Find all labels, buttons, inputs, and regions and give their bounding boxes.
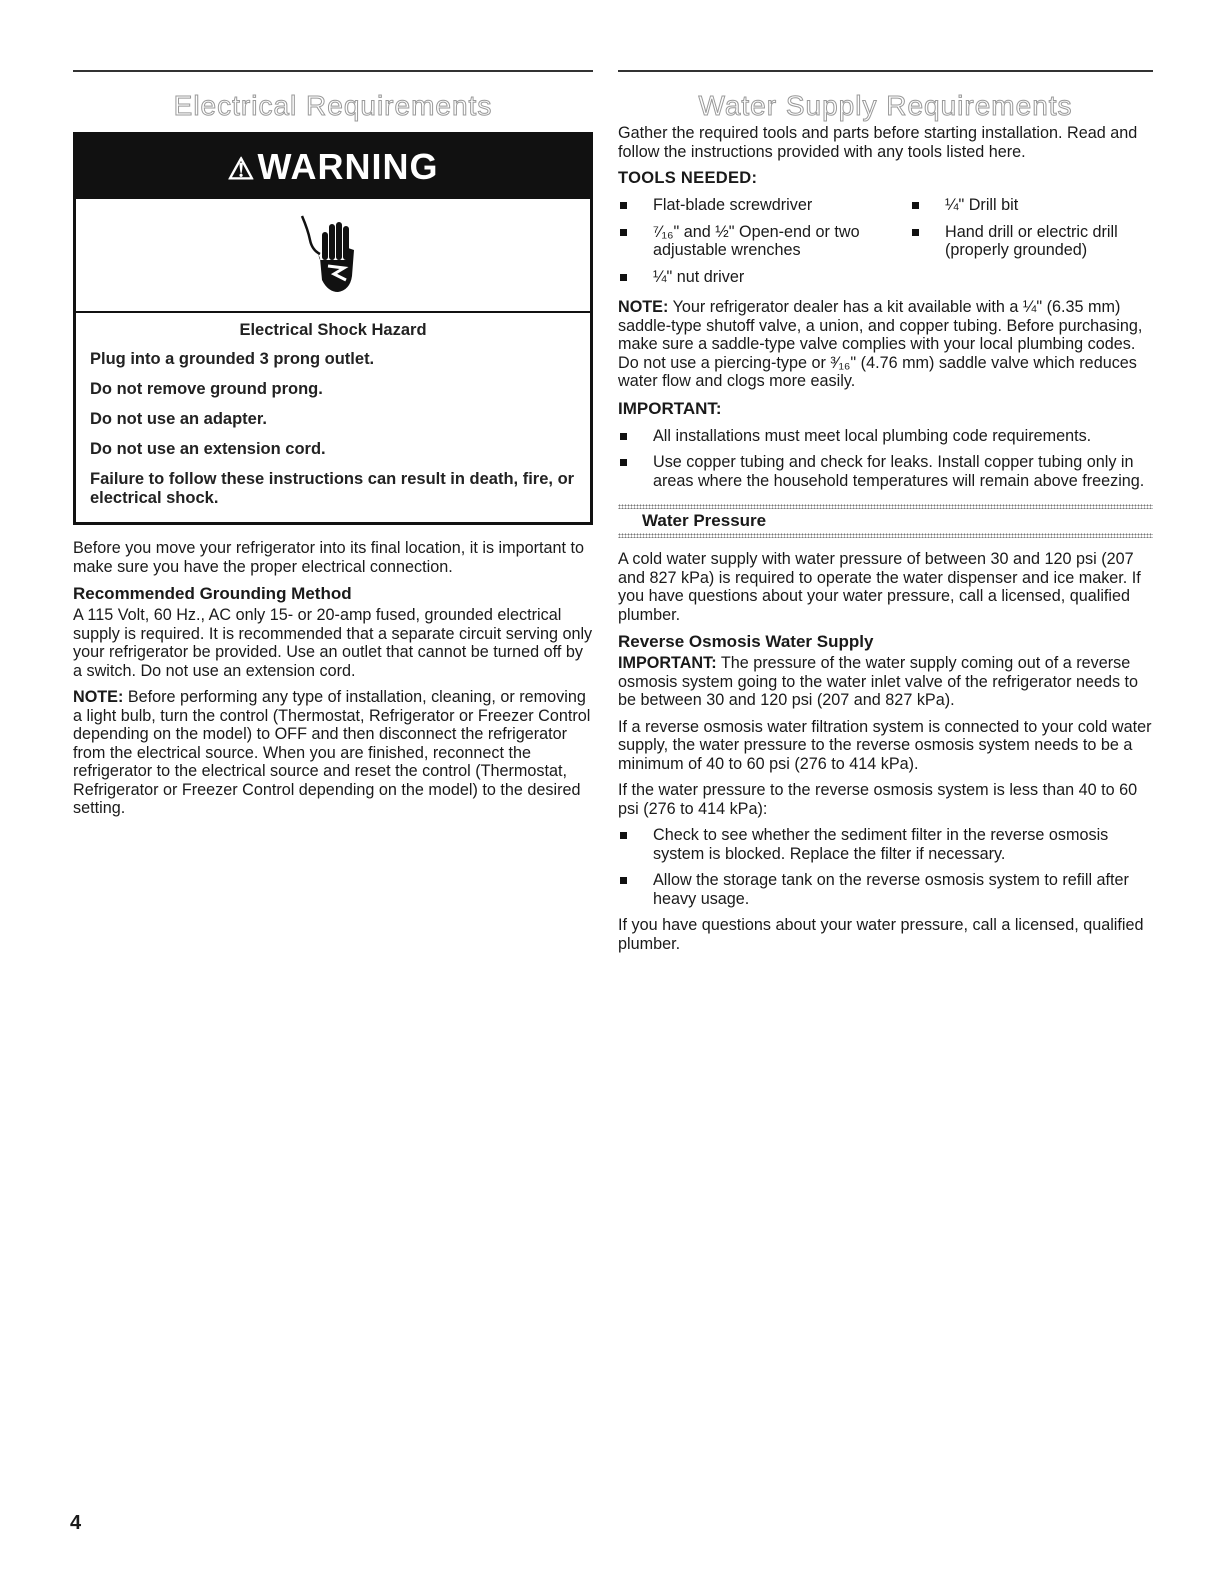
dotted-divider xyxy=(618,504,1153,509)
warning-line: Do not use an extension cord. xyxy=(90,440,326,458)
note-label: NOTE: xyxy=(618,298,669,316)
warning-header xyxy=(76,135,590,199)
bullet-icon xyxy=(912,202,919,209)
list-item xyxy=(618,871,1153,908)
list-item xyxy=(618,268,910,287)
water-pressure-heading: Water Pressure xyxy=(642,511,767,530)
electrical-note xyxy=(73,688,593,818)
ro-list xyxy=(618,826,1153,908)
water-section-title: Water Supply Requirements xyxy=(698,90,1073,121)
bullet-icon xyxy=(620,459,627,466)
hazard-title: Electrical Shock Hazard xyxy=(239,321,427,339)
warning-box xyxy=(73,132,593,525)
section-rule xyxy=(73,70,593,72)
bullet-icon xyxy=(620,202,627,209)
electrical-requirements-column xyxy=(73,70,593,826)
list-item xyxy=(618,223,910,260)
tools-list xyxy=(618,196,1153,286)
ro-important xyxy=(618,654,1153,710)
warning-body xyxy=(76,313,590,522)
warning-line: Do not remove ground prong. xyxy=(90,380,323,398)
important-list xyxy=(618,427,1153,491)
warning-line: Do not use an adapter. xyxy=(90,410,267,428)
list-item xyxy=(618,427,1153,446)
water-note xyxy=(618,298,1153,391)
tool-text: ¼" Drill bit xyxy=(945,196,1019,214)
section-rule xyxy=(618,70,1153,72)
item-text: Check to see whether the sediment filter in the reverse osmosis system is blocked. Replace the filter if necessary. xyxy=(653,826,1109,863)
grounding-heading: Recommended Grounding Method xyxy=(73,584,352,603)
item-text: Use copper tubing and check for leaks. Install copper tubing only in areas where the household temperatures will remain above freezing. xyxy=(653,453,1145,490)
electrical-section-title: Electrical Requirements xyxy=(173,90,493,121)
water-intro: Gather the required tools and parts before starting installation. Read and follow the instructions provided with any tools listed here. xyxy=(618,124,1138,161)
note-text: Your refrigerator dealer has a kit available with a ¼" (6.35 mm) saddle-type shutoff valve, a union, and copper tubing. Before purchasing, make sure a saddle-type valve complies with your local plumbing codes. Do not use a piercing-type or ³⁄₁₆" (4.76 mm) saddle valve which reduces water flow and clogs more easily. xyxy=(618,298,1143,390)
tool-text: Hand drill or electric drill (properly grounded) xyxy=(945,222,1118,259)
ro-text-2: If the water pressure to the reverse osmosis system is less than 40 to 60 psi (276 to 414 kPa): xyxy=(618,781,1138,818)
grounding-text: A 115 Volt, 60 Hz., AC only 15- or 20-amp fused, grounded electrical supply is required. It is recommended that a separate circuit serving only your refrigerator be provided. Use an outlet that cannot be turned off by a switch. Do not use an extension cord. xyxy=(73,606,593,680)
warning-line: Failure to follow these instructions can result in death, fire, or electrical shock. xyxy=(90,470,575,507)
bullet-icon xyxy=(620,433,627,440)
water-pressure-text: A cold water supply with water pressure of between 30 and 120 psi (207 and 827 kPa) is required to operate the water dispenser and ice maker. If you have questions about your water pressure, call a licensed, qualified plumber. xyxy=(618,550,1141,624)
list-item xyxy=(910,223,1150,260)
electrical-intro: Before you move your refrigerator into its final location, it is important to make sure you have the proper electrical connection. xyxy=(73,539,585,576)
list-item xyxy=(910,196,1150,215)
warning-line: Plug into a grounded 3 prong outlet. xyxy=(90,350,375,368)
tool-text: ¼" nut driver xyxy=(653,267,745,286)
dotted-divider xyxy=(618,533,1153,538)
tool-text: ⁷⁄₁₆" and ½" Open-end or two adjustable wrenches xyxy=(653,222,860,259)
electrical-shock-hand-icon xyxy=(76,199,590,313)
note-label: NOTE: xyxy=(73,688,124,706)
ro-text-1: If a reverse osmosis water filtration system is connected to your cold water supply, the water pressure to the reverse osmosis system needs to be a minimum of 40 to 60 psi (276 to 414 kPa). xyxy=(618,717,1152,773)
bullet-icon xyxy=(620,877,627,884)
water-supply-column xyxy=(618,70,1153,961)
bullet-icon xyxy=(620,229,627,236)
page-number: 4 xyxy=(70,1512,82,1534)
tool-text: Flat-blade screwdriver xyxy=(653,196,813,214)
bullet-icon xyxy=(620,274,627,281)
reverse-osmosis-heading: Reverse Osmosis Water Supply xyxy=(618,632,874,651)
important-heading: IMPORTANT: xyxy=(618,398,722,418)
important-text: The pressure of the water supply coming out of a reverse osmosis system going to the water inlet valve of the refrigerator needs to be between 30 and 120 psi (207 and 827 kPa). xyxy=(618,654,1139,709)
ro-text-3: If you have questions about your water pressure, call a licensed, qualified plumber. xyxy=(618,916,1144,953)
warning-triangle-icon: ⚠ xyxy=(227,153,256,186)
list-item xyxy=(618,453,1153,490)
item-text: Allow the storage tank on the reverse osmosis system to refill after heavy usage. xyxy=(653,871,1129,908)
bullet-icon xyxy=(912,229,919,236)
note-text: Before performing any type of installation, cleaning, or removing a light bulb, turn the control (Thermostat, Refrigerator or Freezer Control depending on the model) to OFF and then disconnect the refrigerator from the electrical source. When you are finished, reconnect the refrigerator to the electrical source and reset the control (Thermostat, Refrigerator or Freezer Control depending on the model) to the desired setting. xyxy=(73,688,591,817)
bullet-icon xyxy=(620,832,627,839)
warning-label: WARNING xyxy=(257,146,439,187)
list-item xyxy=(618,196,910,215)
tools-heading: TOOLS NEEDED: xyxy=(618,169,758,187)
important-label: IMPORTANT: xyxy=(618,654,717,672)
item-text: All installations must meet local plumbing code requirements. xyxy=(653,426,1092,445)
list-item xyxy=(618,826,1153,863)
